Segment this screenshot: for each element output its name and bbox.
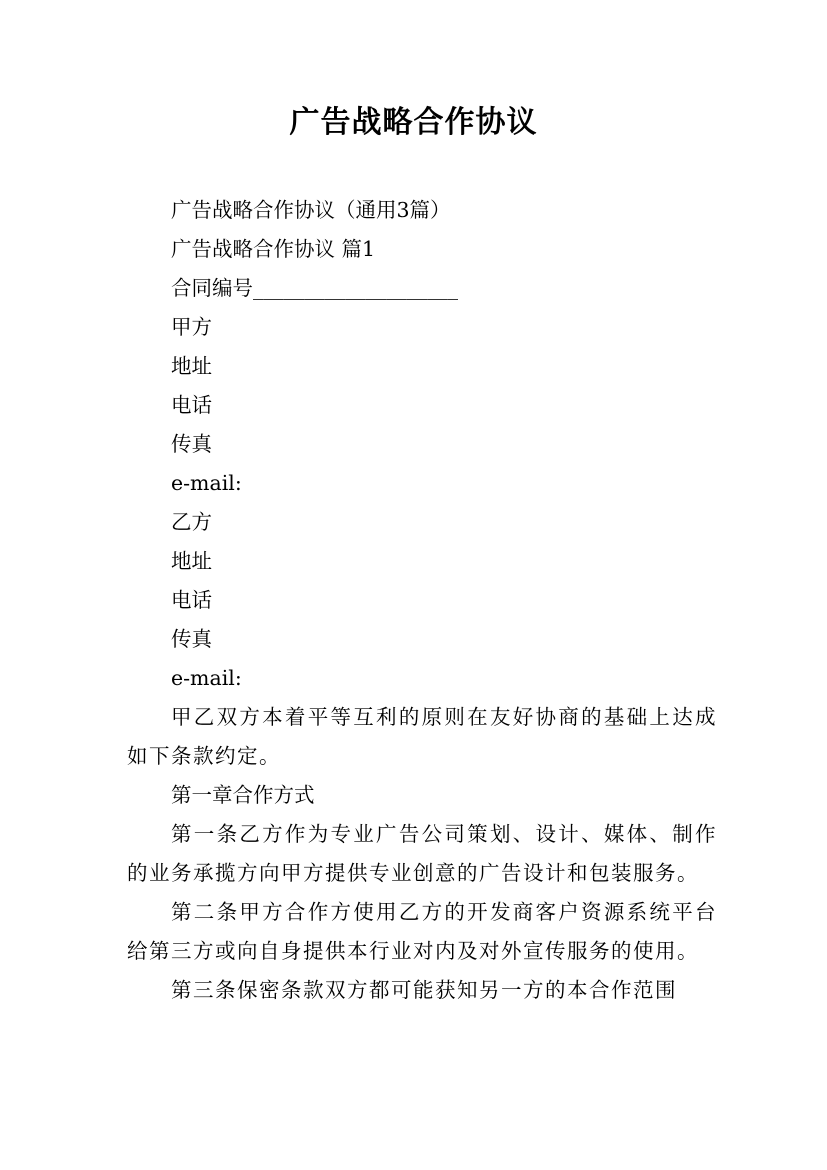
party-a-fax-label: 传真 <box>171 432 212 456</box>
party-b-address-label: 地址 <box>171 549 212 573</box>
party-a-address-label: 地址 <box>171 354 212 378</box>
subtitle-line: 广告战略合作协议（通用3篇） <box>171 198 451 222</box>
contract-number-line: 合同编号____________________ <box>171 276 458 300</box>
article-1-paragraph: 第一条乙方作为专业广告公司策划、设计、媒体、制作的业务承揽方向甲方提供专业创意的广告设计和包装服务。 <box>127 822 717 885</box>
party-a-email-label: e-mail: <box>171 471 242 495</box>
article-2-paragraph: 第二条甲方合作方使用乙方的开发商客户资源系统平台给第三方或向自身提供本行业对内及对外宣传服务的使用。 <box>127 900 717 963</box>
party-b-phone-label: 电话 <box>171 588 212 612</box>
intro-paragraph: 甲乙双方本着平等互利的原则在友好协商的基础上达成如下条款约定。 <box>127 705 717 768</box>
party-b-email-label: e-mail: <box>171 666 242 690</box>
document-body <box>127 191 717 1010</box>
party-b-label: 乙方 <box>171 510 212 534</box>
party-a-label: 甲方 <box>171 315 212 339</box>
party-b-fax-label: 传真 <box>171 627 212 651</box>
part-heading-line: 广告战略合作协议 篇1 <box>171 237 376 261</box>
article-3-paragraph: 第三条保密条款双方都可能获知另一方的本合作范围 <box>171 978 677 1002</box>
party-a-phone-label: 电话 <box>171 393 212 417</box>
document-title: 广告战略合作协议 <box>289 105 538 140</box>
chapter-1-heading: 第一章合作方式 <box>171 783 315 807</box>
